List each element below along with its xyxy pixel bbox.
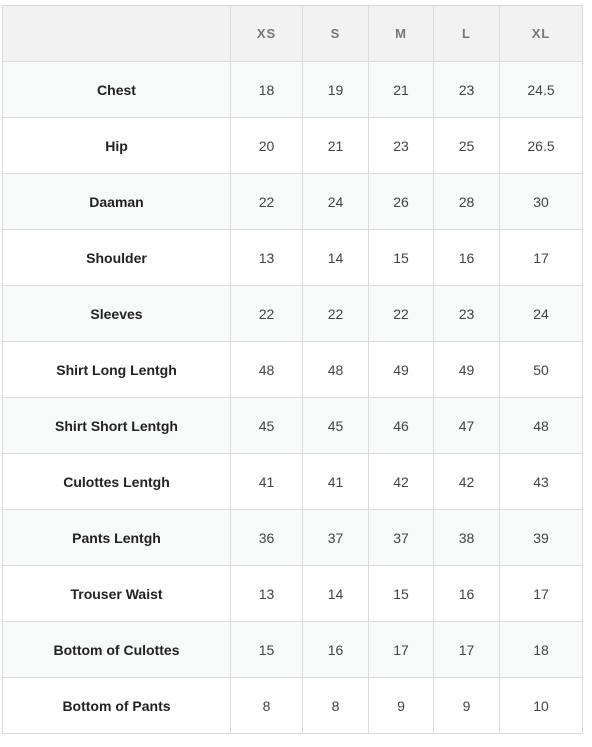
size-value-xl: 30 bbox=[500, 174, 583, 230]
size-value-xl: 18 bbox=[500, 622, 583, 678]
size-value-m: 37 bbox=[369, 510, 434, 566]
size-value-l: 23 bbox=[434, 62, 500, 118]
size-value-xs: 22 bbox=[231, 174, 303, 230]
size-value-s: 41 bbox=[303, 454, 369, 510]
size-chart-container bbox=[2, 5, 583, 734]
header-size-xl: XL bbox=[500, 6, 583, 62]
table-row bbox=[3, 286, 583, 342]
table-row bbox=[3, 342, 583, 398]
size-value-xl: 17 bbox=[500, 230, 583, 286]
size-value-l: 9 bbox=[434, 678, 500, 734]
size-value-m: 21 bbox=[369, 62, 434, 118]
size-value-m: 26 bbox=[369, 174, 434, 230]
size-value-xl: 50 bbox=[500, 342, 583, 398]
size-value-xl: 43 bbox=[500, 454, 583, 510]
size-chart-body bbox=[3, 62, 583, 734]
size-value-xl: 24 bbox=[500, 286, 583, 342]
size-value-xl: 10 bbox=[500, 678, 583, 734]
size-value-l: 47 bbox=[434, 398, 500, 454]
size-value-s: 14 bbox=[303, 230, 369, 286]
size-value-xs: 15 bbox=[231, 622, 303, 678]
table-row bbox=[3, 510, 583, 566]
size-value-s: 8 bbox=[303, 678, 369, 734]
table-row bbox=[3, 398, 583, 454]
size-value-m: 15 bbox=[369, 566, 434, 622]
size-value-xl: 26.5 bbox=[500, 118, 583, 174]
size-value-xl: 24.5 bbox=[500, 62, 583, 118]
header-size-xs: XS bbox=[231, 6, 303, 62]
size-value-l: 38 bbox=[434, 510, 500, 566]
size-value-l: 49 bbox=[434, 342, 500, 398]
size-value-l: 25 bbox=[434, 118, 500, 174]
size-value-xl: 17 bbox=[500, 566, 583, 622]
size-value-l: 16 bbox=[434, 566, 500, 622]
size-value-s: 16 bbox=[303, 622, 369, 678]
size-value-xs: 13 bbox=[231, 566, 303, 622]
size-value-s: 37 bbox=[303, 510, 369, 566]
size-value-m: 46 bbox=[369, 398, 434, 454]
size-value-xs: 22 bbox=[231, 286, 303, 342]
table-row bbox=[3, 622, 583, 678]
measurement-label: Shirt Short Lentgh bbox=[3, 398, 231, 454]
table-row bbox=[3, 678, 583, 734]
measurement-label: Pants Lentgh bbox=[3, 510, 231, 566]
header-size-s: S bbox=[303, 6, 369, 62]
size-value-m: 49 bbox=[369, 342, 434, 398]
measurement-label: Sleeves bbox=[3, 286, 231, 342]
table-row bbox=[3, 230, 583, 286]
measurement-label: Hip bbox=[3, 118, 231, 174]
measurement-label: Culottes Lentgh bbox=[3, 454, 231, 510]
measurement-label: Bottom of Culottes bbox=[3, 622, 231, 678]
size-value-s: 48 bbox=[303, 342, 369, 398]
size-value-m: 23 bbox=[369, 118, 434, 174]
size-value-xs: 41 bbox=[231, 454, 303, 510]
measurement-label: Trouser Waist bbox=[3, 566, 231, 622]
table-row bbox=[3, 174, 583, 230]
size-value-xs: 45 bbox=[231, 398, 303, 454]
measurement-label: Shirt Long Lentgh bbox=[3, 342, 231, 398]
measurement-label: Chest bbox=[3, 62, 231, 118]
size-value-xs: 18 bbox=[231, 62, 303, 118]
size-value-m: 9 bbox=[369, 678, 434, 734]
measurement-label: Bottom of Pants bbox=[3, 678, 231, 734]
table-row bbox=[3, 454, 583, 510]
size-value-l: 16 bbox=[434, 230, 500, 286]
measurement-label: Daaman bbox=[3, 174, 231, 230]
size-value-xs: 36 bbox=[231, 510, 303, 566]
size-value-s: 14 bbox=[303, 566, 369, 622]
size-value-s: 21 bbox=[303, 118, 369, 174]
header-corner bbox=[3, 6, 231, 62]
table-row bbox=[3, 62, 583, 118]
size-value-l: 23 bbox=[434, 286, 500, 342]
table-row bbox=[3, 118, 583, 174]
size-value-l: 28 bbox=[434, 174, 500, 230]
header-row bbox=[3, 6, 583, 62]
size-chart-header bbox=[3, 6, 583, 62]
size-value-s: 22 bbox=[303, 286, 369, 342]
size-value-m: 15 bbox=[369, 230, 434, 286]
header-size-m: M bbox=[369, 6, 434, 62]
size-value-s: 24 bbox=[303, 174, 369, 230]
measurement-label: Shoulder bbox=[3, 230, 231, 286]
size-value-xs: 8 bbox=[231, 678, 303, 734]
size-value-xs: 20 bbox=[231, 118, 303, 174]
size-value-xs: 48 bbox=[231, 342, 303, 398]
size-value-m: 22 bbox=[369, 286, 434, 342]
size-value-l: 17 bbox=[434, 622, 500, 678]
size-value-l: 42 bbox=[434, 454, 500, 510]
size-value-xl: 39 bbox=[500, 510, 583, 566]
size-value-s: 45 bbox=[303, 398, 369, 454]
header-size-l: L bbox=[434, 6, 500, 62]
size-value-s: 19 bbox=[303, 62, 369, 118]
size-value-m: 42 bbox=[369, 454, 434, 510]
size-chart-table bbox=[2, 5, 583, 734]
table-row bbox=[3, 566, 583, 622]
size-value-m: 17 bbox=[369, 622, 434, 678]
size-value-xs: 13 bbox=[231, 230, 303, 286]
size-value-xl: 48 bbox=[500, 398, 583, 454]
